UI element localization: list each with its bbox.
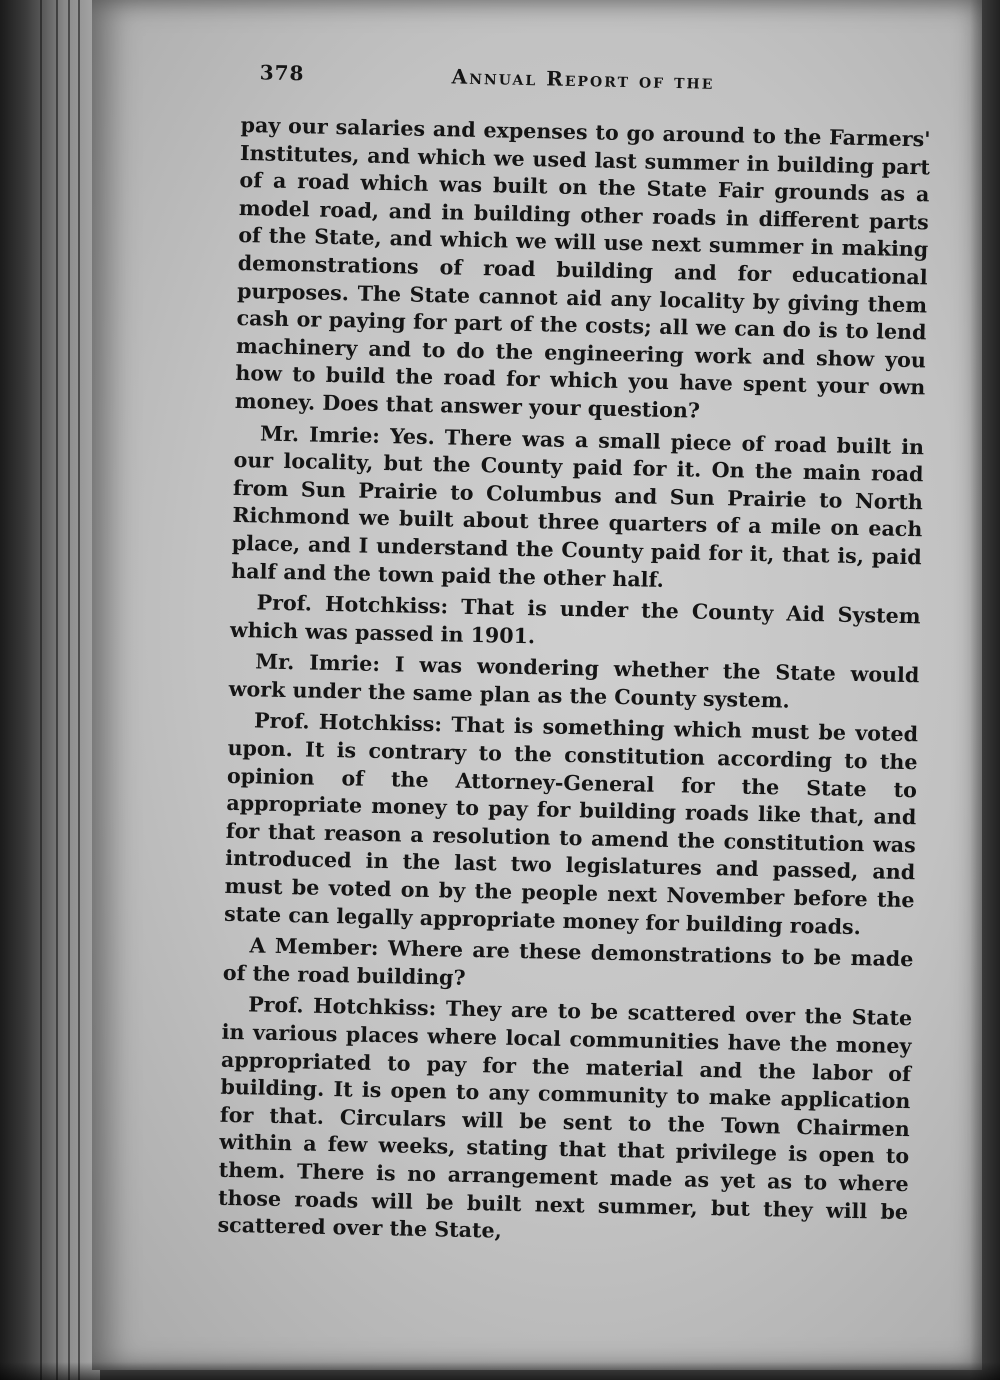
paragraph-text: Yes. There was a small piece of road built in our locality, but the County paid for it. On the main road from Sun Prairie to Columbus and Sun Prairie to North Richmond we built about three quarters of a mile on each place, and I understand the County paid for it, that is, paid half and the town paid the other half. (231, 423, 925, 592)
book-page (92, 0, 982, 1370)
paragraph (235, 112, 931, 430)
paragraph (229, 648, 920, 718)
page-edge-line (68, 0, 70, 1380)
running-title: Annual Report of the (451, 64, 715, 94)
paragraph-text: That is something which must be voted upon. It is contrary to the constitution according to the opinion of the Attorney-General for the State to appropriate money to pay for building roads like that, and for that reason a resolution to amend the constitution was introduced in the last two legislatures and passed, and must be voted on by the people next November before the state can legally appropriate money for building roads. (223, 713, 919, 939)
paragraph (217, 991, 912, 1254)
paragraph-text: Where are these demonstrations to be made of the road building? (222, 936, 914, 990)
paragraph-text: I was wondering whether the State would work under the same plan as the County system. (228, 652, 920, 713)
page-edge-shadow (970, 0, 1000, 1380)
page-bottom-shadow (0, 1362, 1000, 1380)
paragraph-text: pay our salaries and expenses to go around to the Farmers' Institutes, and which we used last summer in building part of a road which was built on the State Fair grounds as a model road, and in building other roads in different parts of the State, and which we will use next summer in making demonstrations of road building and for educational purposes. The State cannot aid any locality by giving them cash or paying for part of the costs; all we can do is to lend machinery and to do the engineering work and show you how to build the road for which you have spent your own money. Does that answer your question? (234, 112, 931, 423)
speaker-label: Prof. Hotchkiss: (247, 992, 437, 1021)
running-head (241, 60, 932, 114)
body-text (217, 112, 930, 1254)
book-spine (0, 0, 100, 1380)
speaker-label: A Member: (249, 933, 379, 961)
page-edge-line (40, 0, 42, 1380)
speaker-label: Mr. Imrie: (255, 649, 381, 677)
page-content (217, 60, 932, 1258)
paragraph (230, 589, 921, 659)
paragraph (231, 419, 924, 599)
speaker-label: Prof. Hotchkiss: (253, 708, 443, 737)
paragraph (224, 707, 918, 942)
paragraph-text: They are to be scattered over the State in various places where local communities have the money appropriated to pay for the material and the labor of building. It is open to any community to make application for that. Circulars will be sent to the Town Chairmen within a few weeks, stating that that privilege is open to them. There is no arrangement made as yet as to where those roads will be built next summer, but they will be scattered over the State, (217, 996, 913, 1243)
page-edge-line (56, 0, 58, 1380)
page-number: 378 (259, 60, 305, 86)
speaker-label: Mr. Imrie: (259, 420, 381, 448)
paragraph-text: That is under the County Aid System which was passed in 1901. (229, 594, 921, 648)
page-edge-line (78, 0, 80, 1380)
speaker-label: Prof. Hotchkiss: (256, 590, 449, 619)
paragraph (223, 932, 914, 1002)
